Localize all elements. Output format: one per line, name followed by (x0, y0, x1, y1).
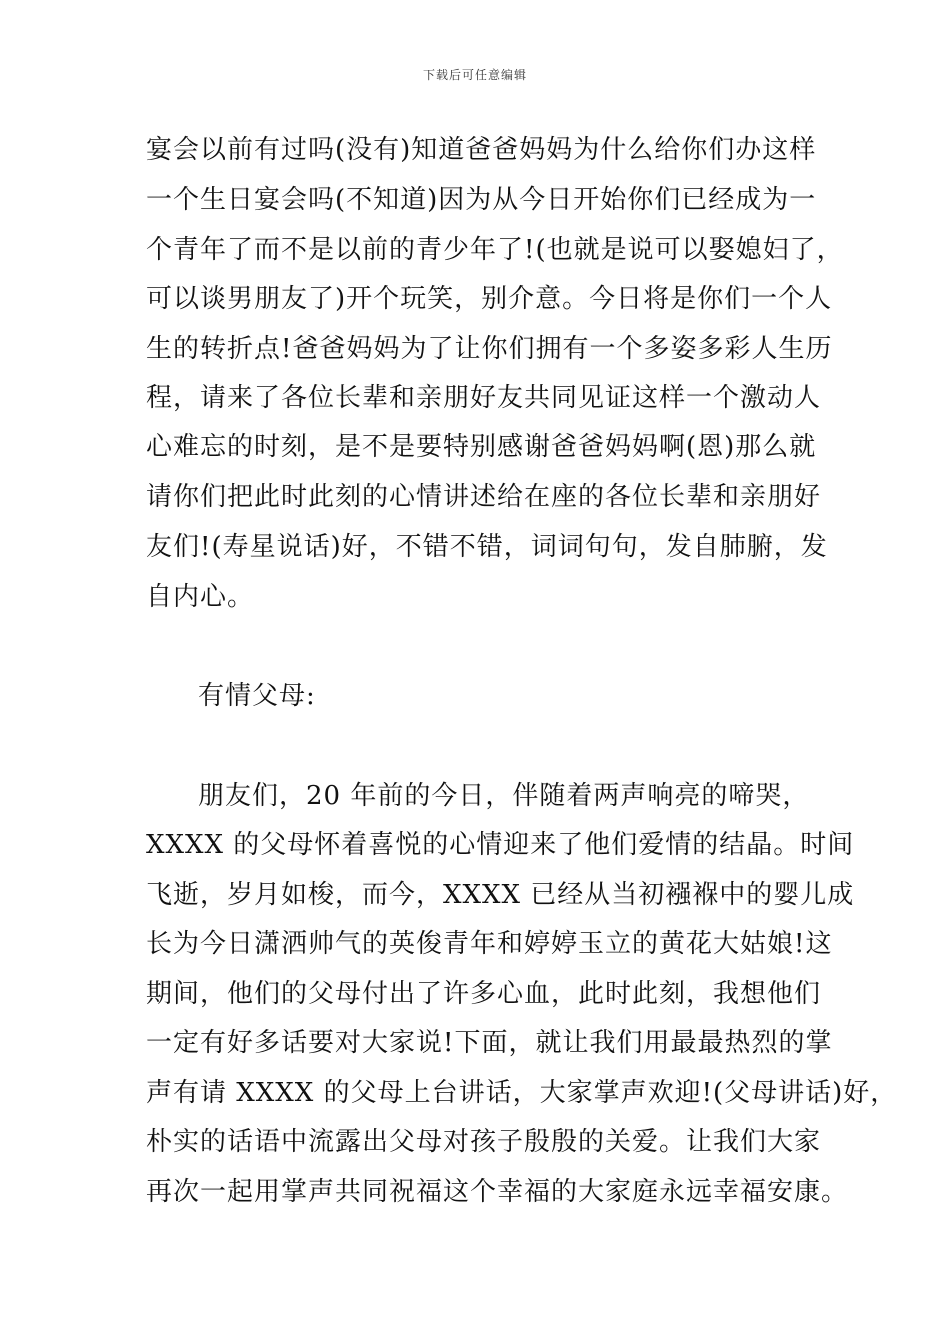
paragraph-line: 长为今日潇洒帅气的英俊青年和婷婷玉立的黄花大姑娘!这 (146, 929, 833, 959)
paragraph-line: 自内心。 (146, 582, 255, 612)
paragraph-line: 朋友们，20 年前的今日，伴随着两声响亮的啼哭， (198, 781, 810, 811)
paragraph-line: 期间，他们的父母付出了许多心血，此时此刻，我想他们 (146, 979, 822, 1009)
paragraph-line: 心难忘的时刻，是不是要特别感谢爸爸妈妈啊(恩)那么就 (146, 432, 817, 462)
paragraph-line: 再次一起用掌声共同祝福这个幸福的大家庭永远幸福安康。 (146, 1177, 849, 1207)
paragraph-line: 可以谈男朋友了)开个玩笑，别介意。今日将是你们一个人 (146, 284, 833, 314)
paragraph-line: 一个生日宴会吗(不知道)因为从今日开始你们已经成为一 (146, 185, 817, 215)
page-header-note: 下载后可任意编辑 (422, 68, 527, 82)
paragraph-line: 请你们把此时此刻的心情讲述给在座的各位长辈和亲朋好 (146, 482, 822, 512)
paragraph-line: 一定有好多话要对大家说!下面，就让我们用最最热烈的掌 (146, 1028, 833, 1058)
paragraph-line: XXXX 的父母怀着喜悦的心情迎来了他们爱情的结晶。时间 (146, 830, 855, 860)
section-heading: 有情父母: (198, 681, 316, 711)
paragraph-line: 朴实的话语中流露出父母对孩子殷殷的关爱。让我们大家 (146, 1127, 822, 1157)
paragraph-line: 程，请来了各位长辈和亲朋好友共同见证这样一个激动人 (146, 383, 822, 413)
paragraph-line: 飞逝，岁月如梭，而今，XXXX 已经从当初襁褓中的婴儿成 (146, 880, 855, 910)
paragraph-line: 宴会以前有过吗(没有)知道爸爸妈妈为什么给你们办这样 (146, 135, 817, 165)
paragraph-line: 声有请 XXXX 的父母上台讲话，大家掌声欢迎!(父母讲话)好， (146, 1078, 898, 1108)
paragraph-line: 友们!(寿星说话)好，不错不错，词词句句，发自肺腑，发 (146, 532, 828, 562)
paragraph-line: 个青年了而不是以前的青少年了!(也就是说可以娶媳妇了， (146, 235, 844, 265)
paragraph-line: 生的转折点!爸爸妈妈为了让你们拥有一个多姿多彩人生历 (146, 334, 833, 364)
